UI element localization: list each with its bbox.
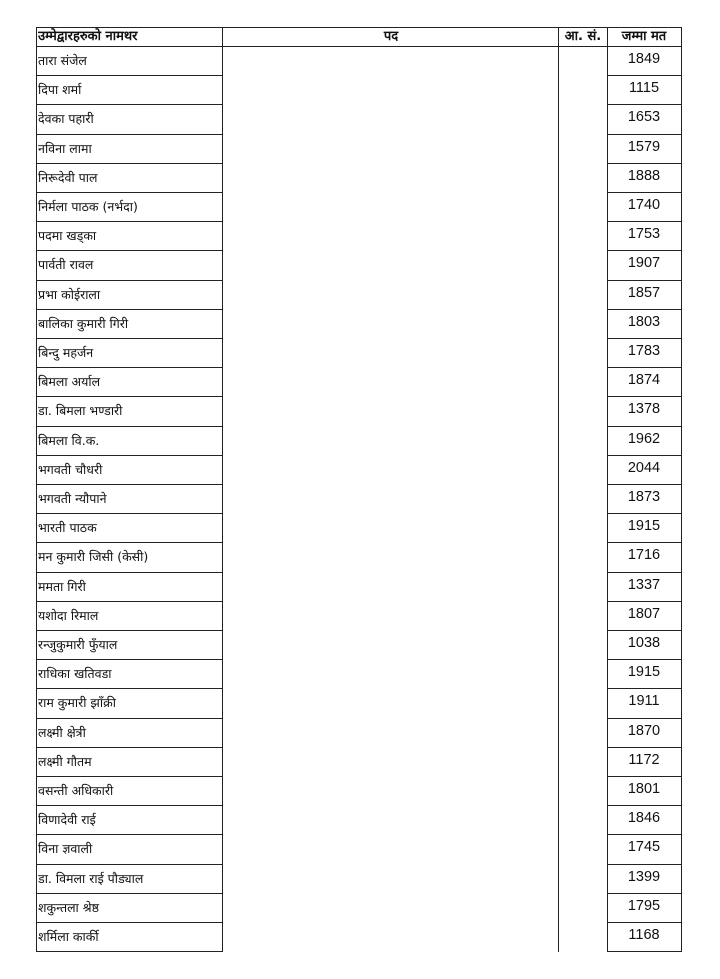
- row-divider: [607, 338, 682, 339]
- candidate-name: प्रभा कोईराला: [38, 286, 101, 302]
- total-votes: 1846: [627, 810, 661, 827]
- row-divider: [36, 221, 223, 222]
- total-votes: 1378: [627, 401, 661, 418]
- header-total-votes: जम्मा मत: [621, 29, 667, 44]
- row-divider: [607, 250, 682, 251]
- column-divider: [36, 27, 37, 952]
- row-divider: [607, 221, 682, 222]
- candidate-name: भगवती न्यौपाने: [38, 491, 107, 506]
- total-votes: 1795: [627, 897, 661, 914]
- total-votes: 1962: [627, 430, 661, 447]
- candidate-name: पार्वती रावल: [38, 257, 94, 273]
- candidate-name: बिमला अर्याल: [38, 374, 101, 390]
- candidate-name: बालिका कुमारी गिरी: [38, 315, 129, 331]
- total-votes: 1807: [627, 605, 661, 622]
- total-votes: 1857: [627, 284, 661, 301]
- total-votes: 1849: [627, 51, 661, 67]
- row-divider: [36, 396, 223, 397]
- total-votes: 1801: [627, 781, 661, 797]
- column-divider: [681, 27, 682, 952]
- row-divider: [36, 455, 223, 456]
- total-votes: 1753: [627, 226, 661, 243]
- total-votes: 1915: [627, 664, 661, 681]
- candidate-name: निरूदेवी पाल: [38, 169, 98, 185]
- total-votes: 1874: [627, 372, 661, 389]
- total-votes: 1115: [628, 80, 660, 97]
- table-top-border: [36, 27, 682, 28]
- row-divider: [607, 75, 682, 76]
- total-votes: 1579: [627, 138, 661, 155]
- total-votes: 1716: [627, 547, 661, 564]
- row-divider: [36, 805, 223, 806]
- candidate-name: देवका पहारी: [38, 111, 94, 127]
- total-votes: 1740: [627, 197, 661, 213]
- row-divider: [607, 951, 682, 952]
- total-votes: 1888: [627, 167, 661, 184]
- total-votes: 1745: [627, 839, 661, 856]
- row-divider: [36, 747, 223, 748]
- total-votes: 1399: [627, 868, 661, 885]
- row-divider: [607, 542, 682, 543]
- candidate-name: यशोदा रिमाल: [38, 607, 99, 623]
- row-divider: [36, 513, 223, 514]
- row-divider: [36, 951, 223, 952]
- total-votes: 1172: [628, 751, 660, 768]
- row-divider: [36, 134, 223, 135]
- row-divider: [36, 601, 223, 602]
- row-divider: [607, 513, 682, 514]
- row-divider: [607, 659, 682, 660]
- row-divider: [36, 75, 223, 76]
- row-divider: [607, 805, 682, 806]
- row-divider: [36, 280, 223, 281]
- candidate-name: लक्ष्मी क्षेत्री: [38, 724, 86, 740]
- total-votes: 2044: [627, 459, 661, 476]
- candidate-name: शर्मिला कार्की: [38, 929, 99, 944]
- candidate-name: नविना लामा: [38, 140, 92, 156]
- total-votes: 1168: [628, 927, 660, 943]
- candidate-name: मन कुमारी जिसी (केसी): [38, 549, 149, 565]
- row-divider: [36, 367, 223, 368]
- row-divider: [36, 834, 223, 835]
- row-divider: [607, 776, 682, 777]
- candidate-name: तारा संजेल: [38, 53, 87, 68]
- row-divider: [36, 338, 223, 339]
- row-divider: [36, 484, 223, 485]
- candidate-name: भारती पाठक: [38, 520, 97, 536]
- candidate-name: बिन्दु महर्जन: [38, 345, 94, 360]
- total-votes: 1873: [627, 489, 661, 505]
- candidate-name: निर्मला पाठक (नर्भदा): [38, 199, 138, 214]
- row-divider: [607, 367, 682, 368]
- total-votes: 1907: [627, 255, 661, 272]
- row-divider: [36, 630, 223, 631]
- total-votes: 1783: [627, 343, 661, 359]
- row-divider: [36, 192, 223, 193]
- candidate-name: विणादेवी राई: [38, 812, 96, 828]
- candidate-name: ममता गिरी: [38, 578, 86, 594]
- total-votes: 1337: [627, 576, 661, 593]
- row-divider: [36, 426, 223, 427]
- total-votes: 1870: [627, 722, 661, 739]
- total-votes: 1038: [627, 635, 661, 651]
- row-divider: [36, 688, 223, 689]
- row-divider: [607, 192, 682, 193]
- row-divider: [36, 572, 223, 573]
- row-divider: [36, 250, 223, 251]
- row-divider: [607, 922, 682, 923]
- row-divider: [607, 484, 682, 485]
- row-divider: [36, 864, 223, 865]
- row-divider: [36, 104, 223, 105]
- candidate-name: वसन्ती अधिकारी: [38, 783, 114, 798]
- row-divider: [607, 396, 682, 397]
- row-divider: [607, 630, 682, 631]
- candidate-name: बिमला वि.क.: [38, 432, 100, 448]
- total-votes: 1803: [627, 313, 661, 330]
- total-votes: 1915: [627, 518, 661, 535]
- row-divider: [36, 893, 223, 894]
- row-divider: [607, 688, 682, 689]
- candidate-name: विना ज्ञवाली: [38, 841, 93, 857]
- row-divider: [36, 542, 223, 543]
- candidate-name: राम कुमारी झाँक्री: [38, 695, 116, 711]
- candidate-name: डा. बिमला भण्डारी: [38, 403, 123, 419]
- total-votes: 1653: [627, 109, 661, 126]
- candidate-name: भगवती चौधरी: [38, 461, 103, 477]
- row-divider: [36, 659, 223, 660]
- candidate-name: राधिका खतिवडा: [38, 666, 112, 682]
- row-divider: [36, 776, 223, 777]
- candidate-name: डा. विमला राई पौड्याल: [38, 870, 144, 886]
- candidate-name: दिपा शर्मा: [38, 82, 82, 98]
- header-candidate-name: उम्मेद्वारहरुको नामथर: [38, 29, 138, 44]
- header-ac: आ. सं.: [564, 29, 602, 44]
- row-divider: [36, 163, 223, 164]
- row-divider: [36, 718, 223, 719]
- column-divider: [222, 27, 223, 952]
- total-votes: 1911: [628, 693, 660, 710]
- candidate-name: शकुन्तला श्रेष्ठ: [38, 899, 99, 915]
- candidate-name: रन्जुकुमारी फुँयाल: [38, 637, 118, 652]
- header-post: पद: [383, 29, 399, 44]
- header-divider: [36, 46, 682, 47]
- candidate-name: लक्ष्मी गौतम: [38, 753, 92, 769]
- row-divider: [607, 834, 682, 835]
- row-divider: [607, 104, 682, 105]
- row-divider: [36, 309, 223, 310]
- row-divider: [36, 922, 223, 923]
- candidate-name: पदमा खड्का: [38, 228, 97, 244]
- column-divider: [558, 27, 559, 952]
